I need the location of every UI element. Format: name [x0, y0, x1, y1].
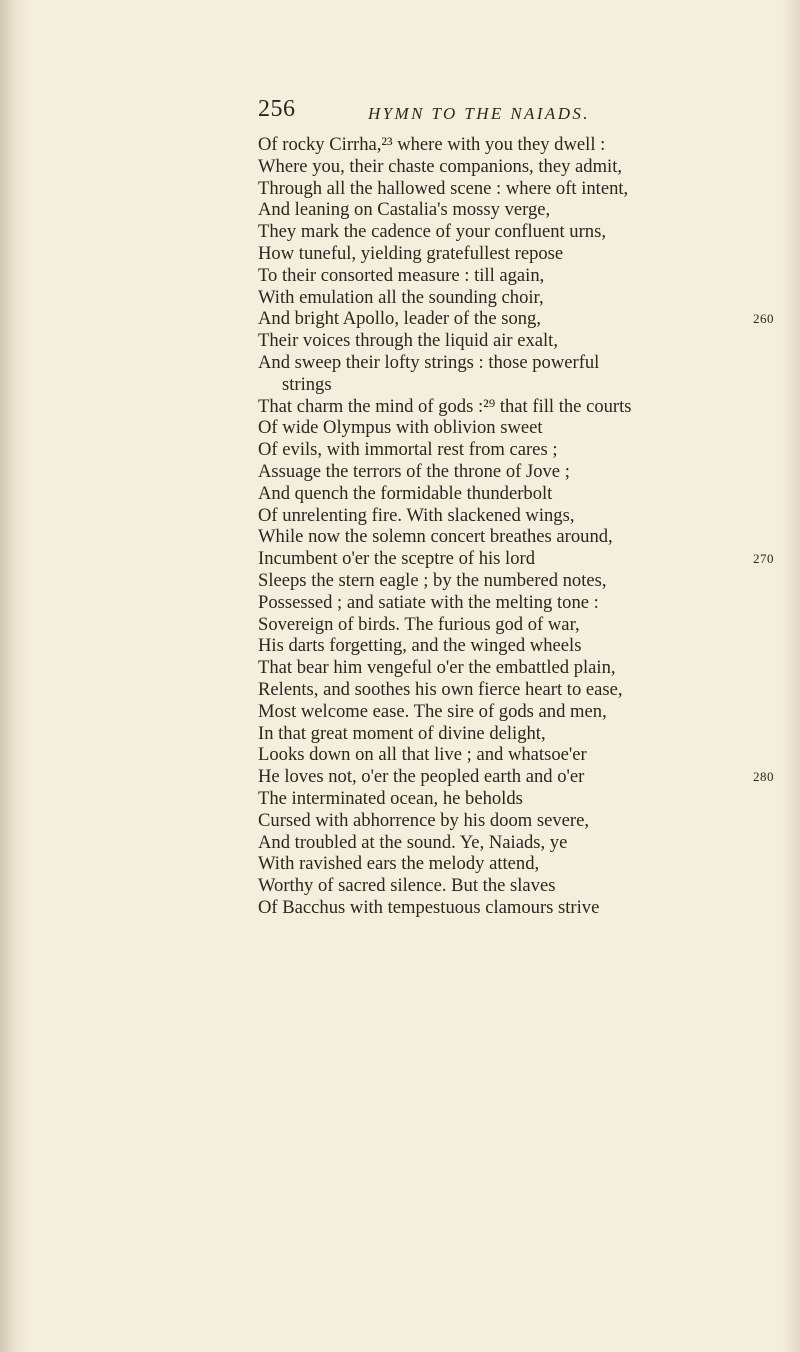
- poem-line: [258, 199, 778, 221]
- line-number: 280: [753, 769, 774, 785]
- poem-line: [258, 505, 778, 527]
- poem-line-text: His darts forgetting, and the winged wheels: [258, 635, 582, 657]
- poem-line: [258, 766, 778, 788]
- poem-line: [258, 287, 778, 309]
- poem-line: [258, 178, 778, 200]
- poem-line: [258, 875, 778, 897]
- poem-line-text: Sleeps the stern eagle ; by the numbered notes,: [258, 569, 607, 591]
- poem-line: [258, 483, 778, 505]
- poem-line: [258, 744, 778, 766]
- poem-line-text: And leaning on Castalia's mossy verge,: [258, 199, 551, 221]
- poem-line: [258, 853, 778, 875]
- poem-line: [258, 526, 778, 548]
- poem-line: [258, 265, 778, 287]
- poem-line: [258, 570, 778, 592]
- poem-line-text: He loves not, o'er the peopled earth and o'er: [258, 766, 585, 788]
- poem-line-text: Of Bacchus with tempestuous clamours strive: [258, 896, 600, 918]
- poem-line: [258, 156, 778, 178]
- poem-line-text: The interminated ocean, he beholds: [258, 787, 523, 809]
- poem-line-text: With emulation all the sounding choir,: [258, 286, 544, 308]
- poem-line-text: Incumbent o'er the sceptre of his lord: [258, 548, 535, 570]
- poem-line: [258, 308, 778, 330]
- poem-line: [258, 679, 778, 701]
- poem-line-text: Where you, their chaste companions, they admit,: [258, 155, 623, 177]
- poem-line-text: Worthy of sacred silence. But the slaves: [258, 875, 556, 897]
- poem-line: [258, 788, 778, 810]
- poem-text: [258, 134, 778, 919]
- poem-line-text: strings: [282, 373, 332, 395]
- poem-line: [258, 374, 778, 396]
- poem-line: [258, 461, 778, 483]
- poem-line: [258, 614, 778, 636]
- poem-line-text: Cursed with abhorrence by his doom severe,: [258, 809, 589, 831]
- poem-line: [258, 548, 778, 570]
- poem-line-text: Sovereign of birds. The furious god of war,: [258, 613, 580, 635]
- poem-line: [258, 635, 778, 657]
- poem-line: [258, 657, 778, 679]
- poem-line: [258, 810, 778, 832]
- poem-line: [258, 134, 778, 156]
- poem-line-text: And sweep their lofty strings : those powerful: [258, 351, 600, 373]
- poem-line-text: Looks down on all that live ; and whatsoe'er: [258, 744, 587, 766]
- poem-line-text: To their consorted measure : till again,: [258, 264, 545, 286]
- poem-line: [258, 330, 778, 352]
- poem-line: [258, 439, 778, 461]
- poem-line-text: Of rocky Cirrha,²³ where with you they dwell :: [258, 134, 606, 155]
- poem-line-text: Of unrelenting fire. With slackened wings,: [258, 504, 575, 526]
- poem-line: [258, 701, 778, 723]
- poem-line: [258, 243, 778, 265]
- line-number: 270: [753, 551, 774, 567]
- poem-line-text: Of evils, with immortal rest from cares ;: [258, 439, 558, 461]
- poem-line: [258, 832, 778, 854]
- poem-line-text: With ravished ears the melody attend,: [258, 853, 540, 875]
- line-number: 260: [753, 311, 774, 327]
- poem-line: [258, 221, 778, 243]
- poem-line-text: Possessed ; and satiate with the melting tone :: [258, 591, 599, 613]
- poem-line-text: Their voices through the liquid air exalt,: [258, 330, 558, 352]
- poem-line-text: In that great moment of divine delight,: [258, 722, 546, 744]
- poem-line-text: While now the solemn concert breathes around,: [258, 526, 613, 548]
- running-head: HYMN TO THE NAIADS.: [368, 104, 590, 123]
- poem-line-text: Assuage the terrors of the throne of Jove ;: [258, 460, 570, 482]
- poem-line: [258, 592, 778, 614]
- poem-line-text: That bear him vengeful o'er the embattled plain,: [258, 657, 616, 679]
- poem-line: [258, 897, 778, 919]
- page-number: 256: [258, 96, 296, 122]
- poem-line: [258, 396, 778, 418]
- poem-line: [258, 352, 778, 374]
- poem-line: [258, 723, 778, 745]
- poem-line-text: Relents, and soothes his own fierce heart to ease,: [258, 678, 623, 700]
- poem-line-text: Through all the hallowed scene : where oft intent,: [258, 177, 629, 199]
- poem-line-text: They mark the cadence of your confluent urns,: [258, 221, 606, 243]
- poem-line-text: And bright Apollo, leader of the song,: [258, 308, 541, 330]
- poem-line: [258, 417, 778, 439]
- poem-line-text: How tuneful, yielding gratefullest repose: [258, 242, 564, 264]
- poem-line-text: And quench the formidable thunderbolt: [258, 482, 553, 504]
- poem-line-text: Most welcome ease. The sire of gods and men,: [258, 700, 607, 722]
- poem-line-text: And troubled at the sound. Ye, Naiads, ye: [258, 831, 568, 853]
- poem-line-text: That charm the mind of gods :²⁹ that fill the courts: [258, 395, 632, 417]
- poem-line-text: Of wide Olympus with oblivion sweet: [258, 417, 543, 439]
